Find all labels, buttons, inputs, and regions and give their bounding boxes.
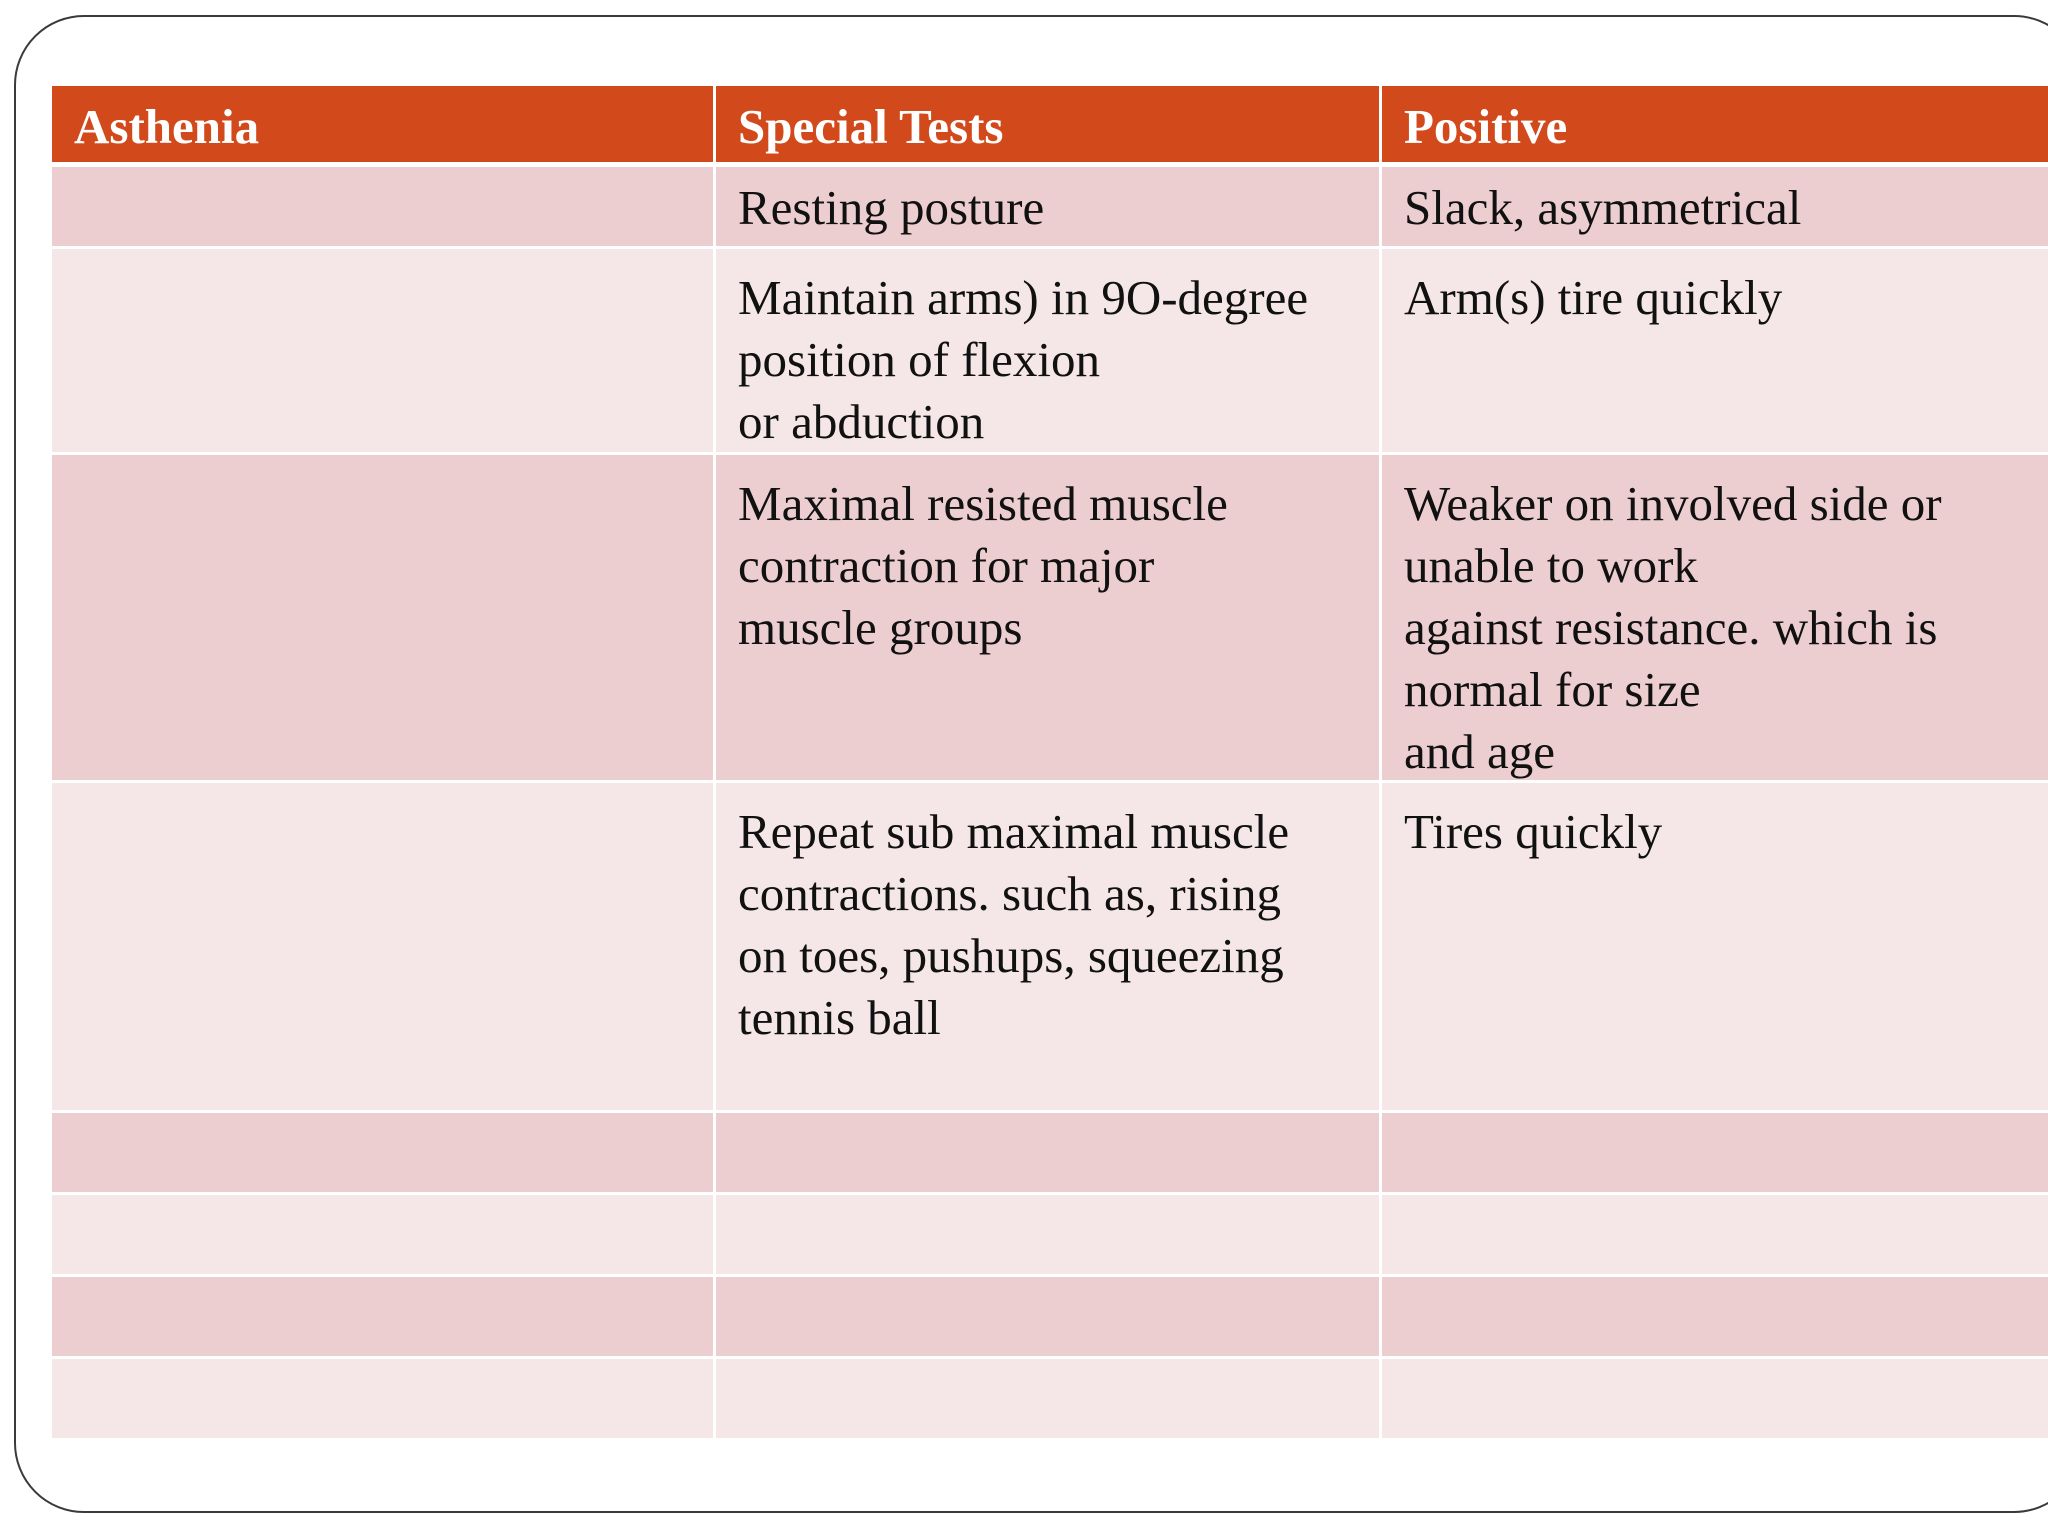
table-cell-r4-c2: Repeat sub maximal muscle contractions. such as, rising on toes, pushups, squeezing tennis ball bbox=[716, 783, 1382, 1113]
table-cell-r4-c1 bbox=[52, 783, 716, 1113]
table-cell-r6-c2 bbox=[716, 1195, 1382, 1277]
table-cell-r1-c3: Slack, asymmetrical bbox=[1382, 167, 2048, 249]
header-positive: Positive bbox=[1382, 86, 2048, 167]
header-asthenia: Asthenia bbox=[52, 86, 716, 167]
table-cell-r1-c2: Resting posture bbox=[716, 167, 1382, 249]
table-cell-r8-c1 bbox=[52, 1359, 716, 1441]
table-cell-r7-c1 bbox=[52, 1277, 716, 1359]
table-cell-r3-c3: Weaker on involved side or unable to work against resistance. which is normal for size and age bbox=[1382, 455, 2048, 783]
table-cell-r7-c3 bbox=[1382, 1277, 2048, 1359]
table-cell-r1-c1 bbox=[52, 167, 716, 249]
table-cell-r8-c2 bbox=[716, 1359, 1382, 1441]
table-cell-r8-c3 bbox=[1382, 1359, 2048, 1441]
table-cell-r2-c1 bbox=[52, 249, 716, 455]
table-cell-r5-c1 bbox=[52, 1113, 716, 1195]
table-cell-r3-c2: Maximal resisted muscle contraction for major muscle groups bbox=[716, 455, 1382, 783]
asthenia-table bbox=[52, 86, 2048, 1441]
table-cell-r2-c3: Arm(s) tire quickly bbox=[1382, 249, 2048, 455]
table-cell-r5-c2 bbox=[716, 1113, 1382, 1195]
table-cell-r4-c3: Tires quickly bbox=[1382, 783, 2048, 1113]
table-cell-r5-c3 bbox=[1382, 1113, 2048, 1195]
header-special-tests: Special Tests bbox=[716, 86, 1382, 167]
table-cell-r7-c2 bbox=[716, 1277, 1382, 1359]
table-cell-r6-c3 bbox=[1382, 1195, 2048, 1277]
table-cell-r2-c2: Maintain arms) in 9O-degree position of flexion or abduction bbox=[716, 249, 1382, 455]
table-cell-r6-c1 bbox=[52, 1195, 716, 1277]
table-cell-r3-c1 bbox=[52, 455, 716, 783]
